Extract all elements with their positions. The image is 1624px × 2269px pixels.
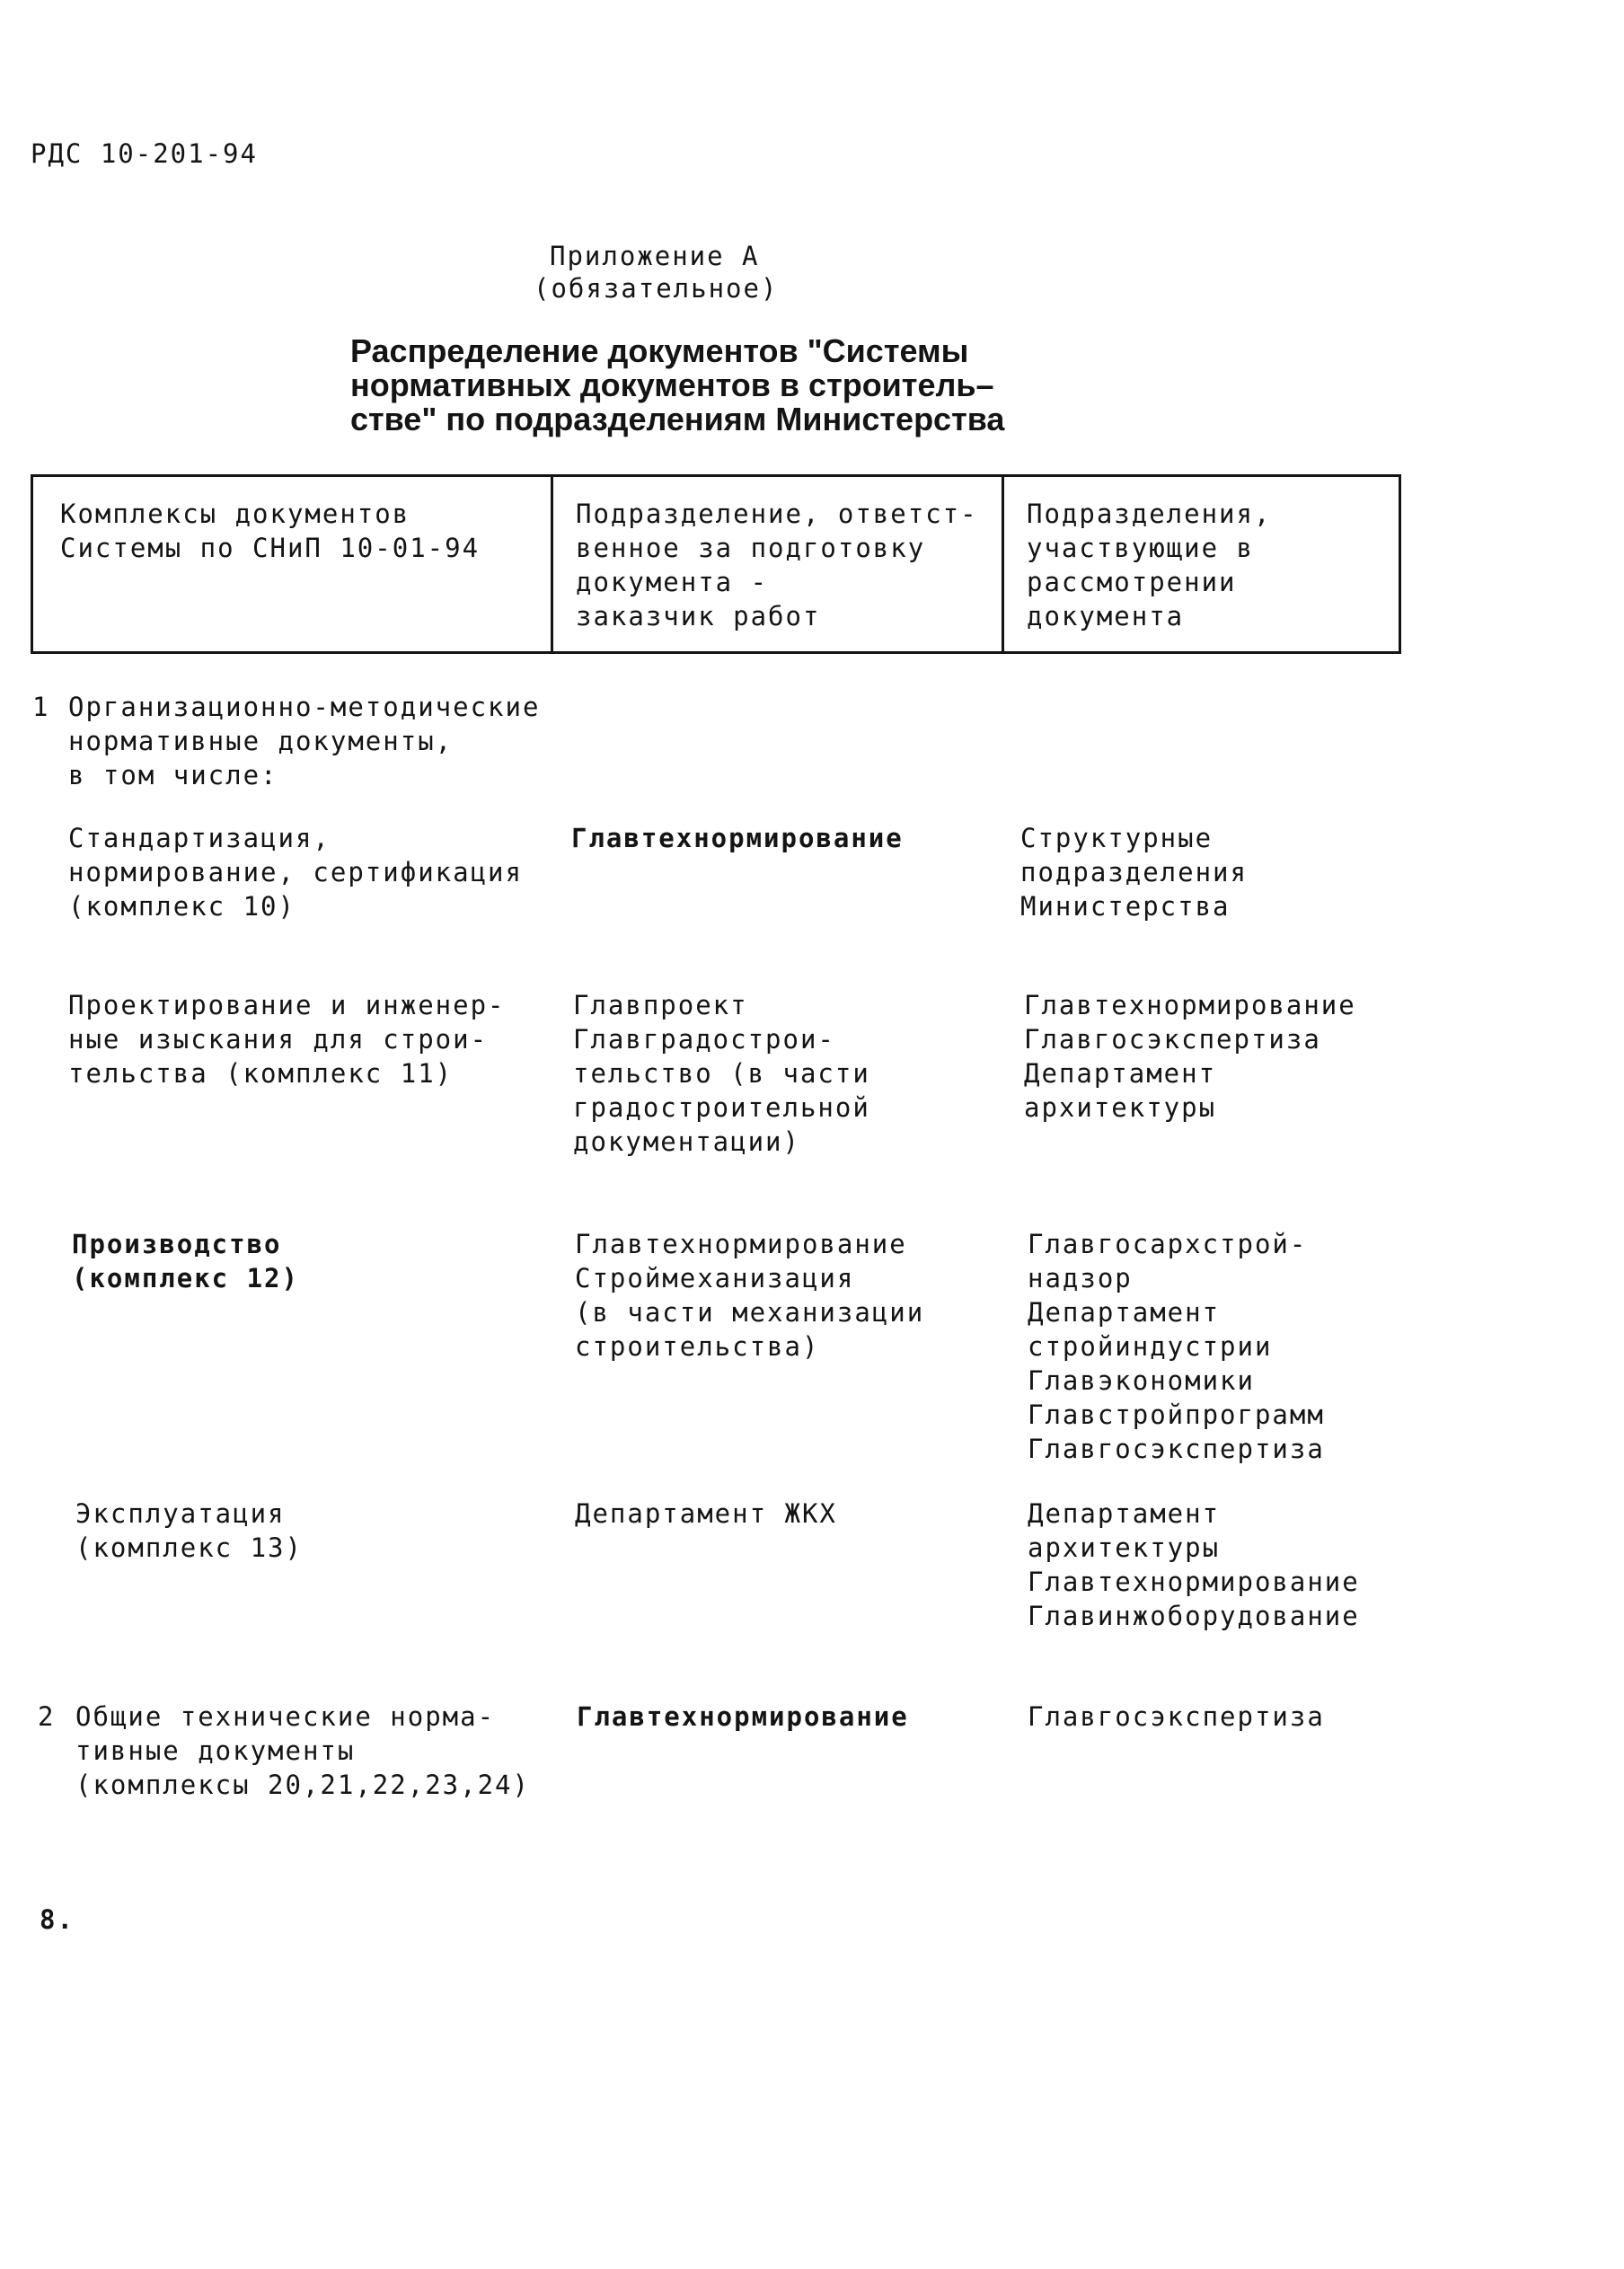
row-complex-10: Стандартизация, нормирование, сертификация (комплекс 10) [68, 823, 523, 922]
row-participants-13: Департамент архитектуры Главтехнормирование Главинжоборудование [1028, 1498, 1360, 1631]
header-col-responsible: Подразделение, ответст- венное за подготовку документа - заказчик работ [576, 499, 978, 631]
appendix-status: (обязательное) [534, 273, 779, 304]
title-line-1: Распределение документов "Системы [350, 332, 969, 369]
row-complex-11: Проектирование и инженер- ные изыскания для строи- тельства (комплекс 11) [68, 990, 506, 1089]
row-responsible-13: Департамент ЖКХ [575, 1498, 837, 1529]
section-1-heading: Организационно-методические нормативные документы, в том числе: [68, 692, 541, 790]
row-complex-13: Эксплуатация (комплекс 13) [75, 1498, 303, 1563]
row-responsible-12: Главтехнормирование Строймеханизация (в части механизации строительства) [575, 1229, 925, 1362]
section-2-participants: Главгосэкспертиза [1028, 1701, 1325, 1732]
section-2-responsible: Главтехнормирование [577, 1701, 909, 1732]
row-responsible-10: Главтехнормирование [571, 823, 904, 853]
section-number: 1 [32, 692, 50, 722]
document-code: РДС 10-201-94 [31, 138, 258, 169]
header-col-complexes: Комплексы документов Системы по СНиП 10-01-94 [60, 499, 481, 563]
table-divider [551, 477, 553, 651]
section-2-complex: Общие технические норма- тивные документы (комплексы 20,21,22,23,24) [75, 1701, 530, 1800]
header-col-participants: Подразделения, участвующие в рассмотрении документа [1027, 499, 1272, 631]
row-complex-12: Производство (комплекс 12) [72, 1229, 299, 1293]
row-participants-10: Структурные подразделения Министерства [1020, 823, 1248, 922]
section-number: 2 [38, 1701, 56, 1732]
title-line-3: стве" по подразделениям Министерства [350, 401, 1005, 437]
appendix-label: Приложение А [550, 241, 760, 271]
header-table [31, 474, 1401, 654]
row-responsible-11: Главпроект Главградострои- тельство (в части градостроительной документации) [573, 990, 870, 1157]
row-participants-12: Главгосархстрой- надзор Департамент стройиндустрии Главэкономики Главстройпрограмм Главгосэкспертиза [1028, 1229, 1325, 1464]
row-participants-11: Главтехнормирование Главгосэкспертиза Департамент архитектуры [1024, 990, 1356, 1123]
page-title [350, 334, 1004, 437]
page-number: 8. [40, 1904, 75, 1935]
table-divider [1002, 477, 1004, 651]
title-line-2: нормативных документов в строитель– [350, 366, 994, 403]
